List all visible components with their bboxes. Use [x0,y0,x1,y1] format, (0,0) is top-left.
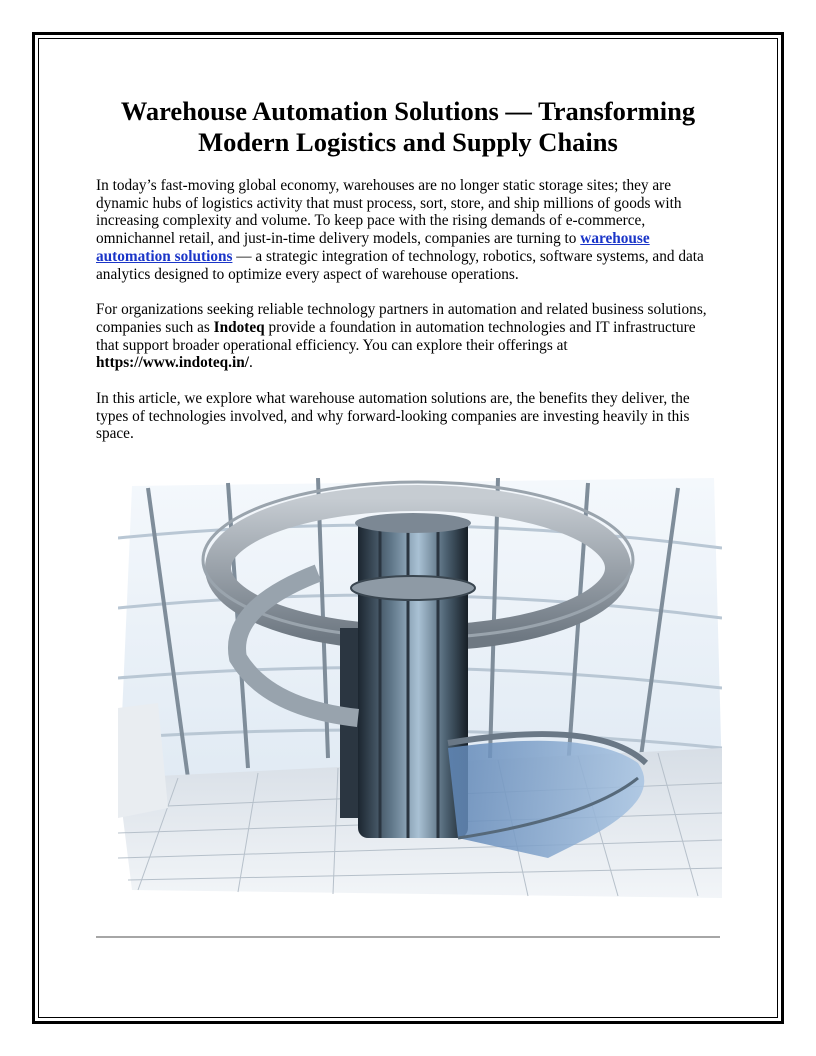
article-title: Warehouse Automation Solutions — Transforming Modern Logistics and Supply Chains [120,96,696,157]
partner-url: https://www.indoteq.in/ [96,354,250,372]
overview-paragraph: In this article, we explore what warehouse automation solutions are, the benefits they deliver, the types of technologies involved, and why forward-looking companies are investing heavily in this space. [96,390,690,443]
article-content [96,96,720,443]
warehouse-automation-link[interactable]: warehouse automation solutions [96,230,650,265]
hero-image [118,478,722,898]
partner-text-end: . [249,354,253,372]
partner-text-start: For organizations seeking reliable technology partners in automation and related business solutions, companies such as [96,301,707,336]
partner-paragraph [96,301,720,372]
intro-text-end: — a strategic integration of technology, robotics, software systems, and data analytics designed to optimize every aspect of warehouse operations. [96,247,704,283]
partner-text-middle: provide a foundation in automation technologies and IT infrastructure that support broader operational efficiency. You can explore their offerings at [96,318,696,354]
brand-name: Indoteq [213,318,265,336]
intro-paragraph [96,177,720,283]
footer-divider [96,936,720,938]
intro-text-start: In today’s fast-moving global economy, warehouses are no longer static storage sites; they are dynamic hubs of logistics activity that must process, sort, store, and ship millions of goods with increasing complexity and volume. To keep pace with the rising demands of e-commerce, omnichannel retail, and just-in-time delivery models, companies are turning to [96,177,682,248]
